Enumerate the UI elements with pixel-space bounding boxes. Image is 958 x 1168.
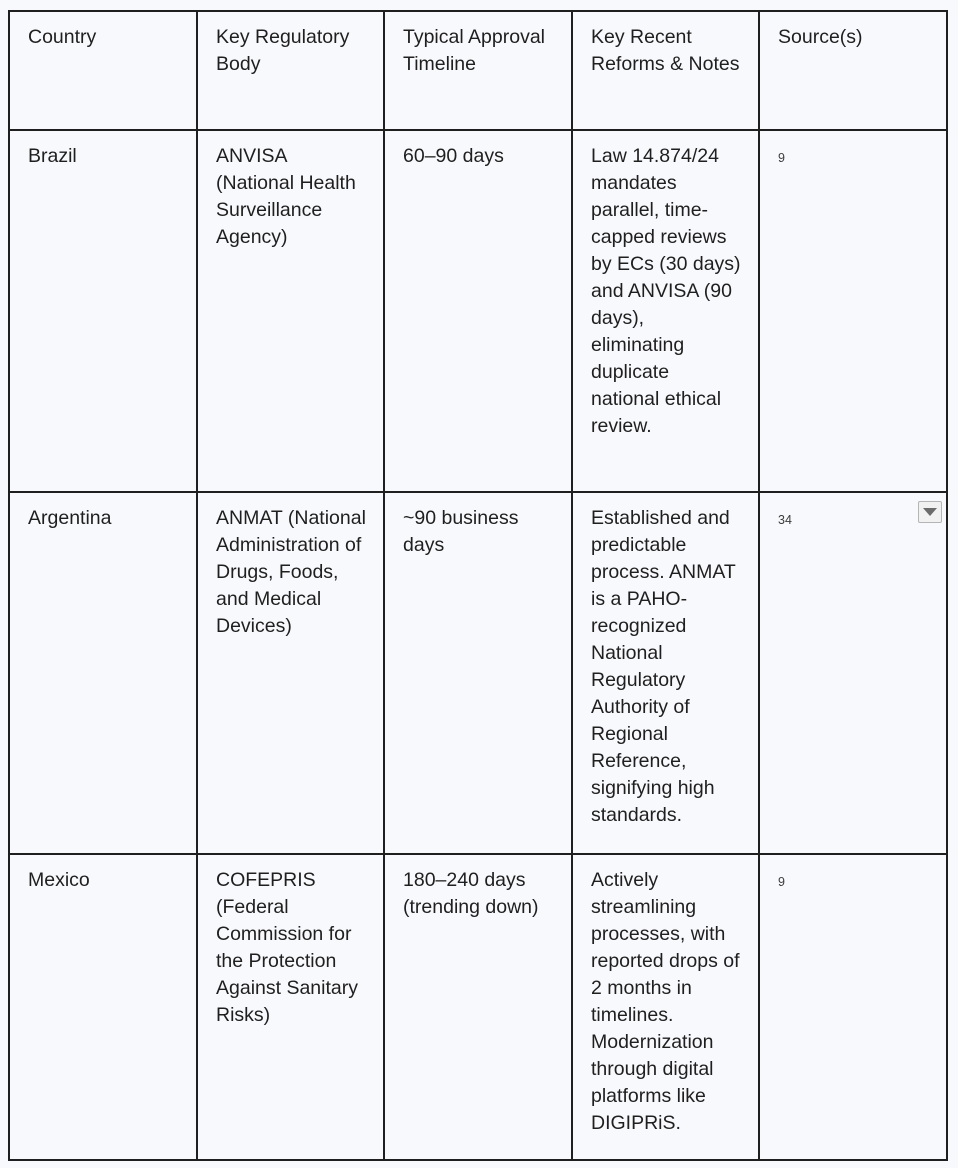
source-reference-link[interactable]: 9 — [778, 151, 785, 165]
notes-cell: Law 14.874/24 mandates parallel, time-capped reviews by ECs (30 days) and ANVISA (90 days), eliminating duplicate national ethical review. — [572, 130, 759, 492]
chevron-down-icon — [923, 508, 937, 516]
regulatory-body-cell: ANVISA (National Health Surveillance Agency) — [197, 130, 384, 492]
table-row — [9, 492, 947, 854]
regulatory-body-cell: COFEPRIS (Federal Commission for the Protection Against Sanitary Risks) — [197, 854, 384, 1160]
table-row — [9, 130, 947, 492]
country-cell: Brazil — [9, 130, 197, 492]
source-dropdown-button[interactable] — [918, 501, 942, 523]
source-cell — [759, 492, 947, 854]
regulatory-body-cell: ANMAT (National Administration of Drugs, Foods, and Medical Devices) — [197, 492, 384, 854]
notes-cell: Established and predictable process. ANMAT is a PAHO-recognized National Regulatory Authority of Regional Reference, signifying high standards. — [572, 492, 759, 854]
header-country: Country — [9, 11, 197, 130]
source-reference-link[interactable]: 34 — [778, 513, 792, 527]
header-approval-timeline: Typical Approval Timeline — [384, 11, 572, 130]
table-row — [9, 854, 947, 1160]
regulatory-comparison-table — [8, 10, 948, 1161]
country-cell: Argentina — [9, 492, 197, 854]
header-sources: Source(s) — [759, 11, 947, 130]
table-header-row — [9, 11, 947, 130]
source-cell — [759, 130, 947, 492]
source-reference-link[interactable]: 9 — [778, 875, 785, 889]
source-cell — [759, 854, 947, 1160]
header-regulatory-body: Key Regulatory Body — [197, 11, 384, 130]
header-reforms-notes: Key Recent Reforms & Notes — [572, 11, 759, 130]
notes-cell: Actively streamlining processes, with reported drops of 2 months in timelines. Modernization through digital platforms like DIGIPRiS. — [572, 854, 759, 1160]
country-cell: Mexico — [9, 854, 197, 1160]
timeline-cell: 60–90 days — [384, 130, 572, 492]
timeline-cell: 180–240 days (trending down) — [384, 854, 572, 1160]
timeline-cell: ~90 business days — [384, 492, 572, 854]
